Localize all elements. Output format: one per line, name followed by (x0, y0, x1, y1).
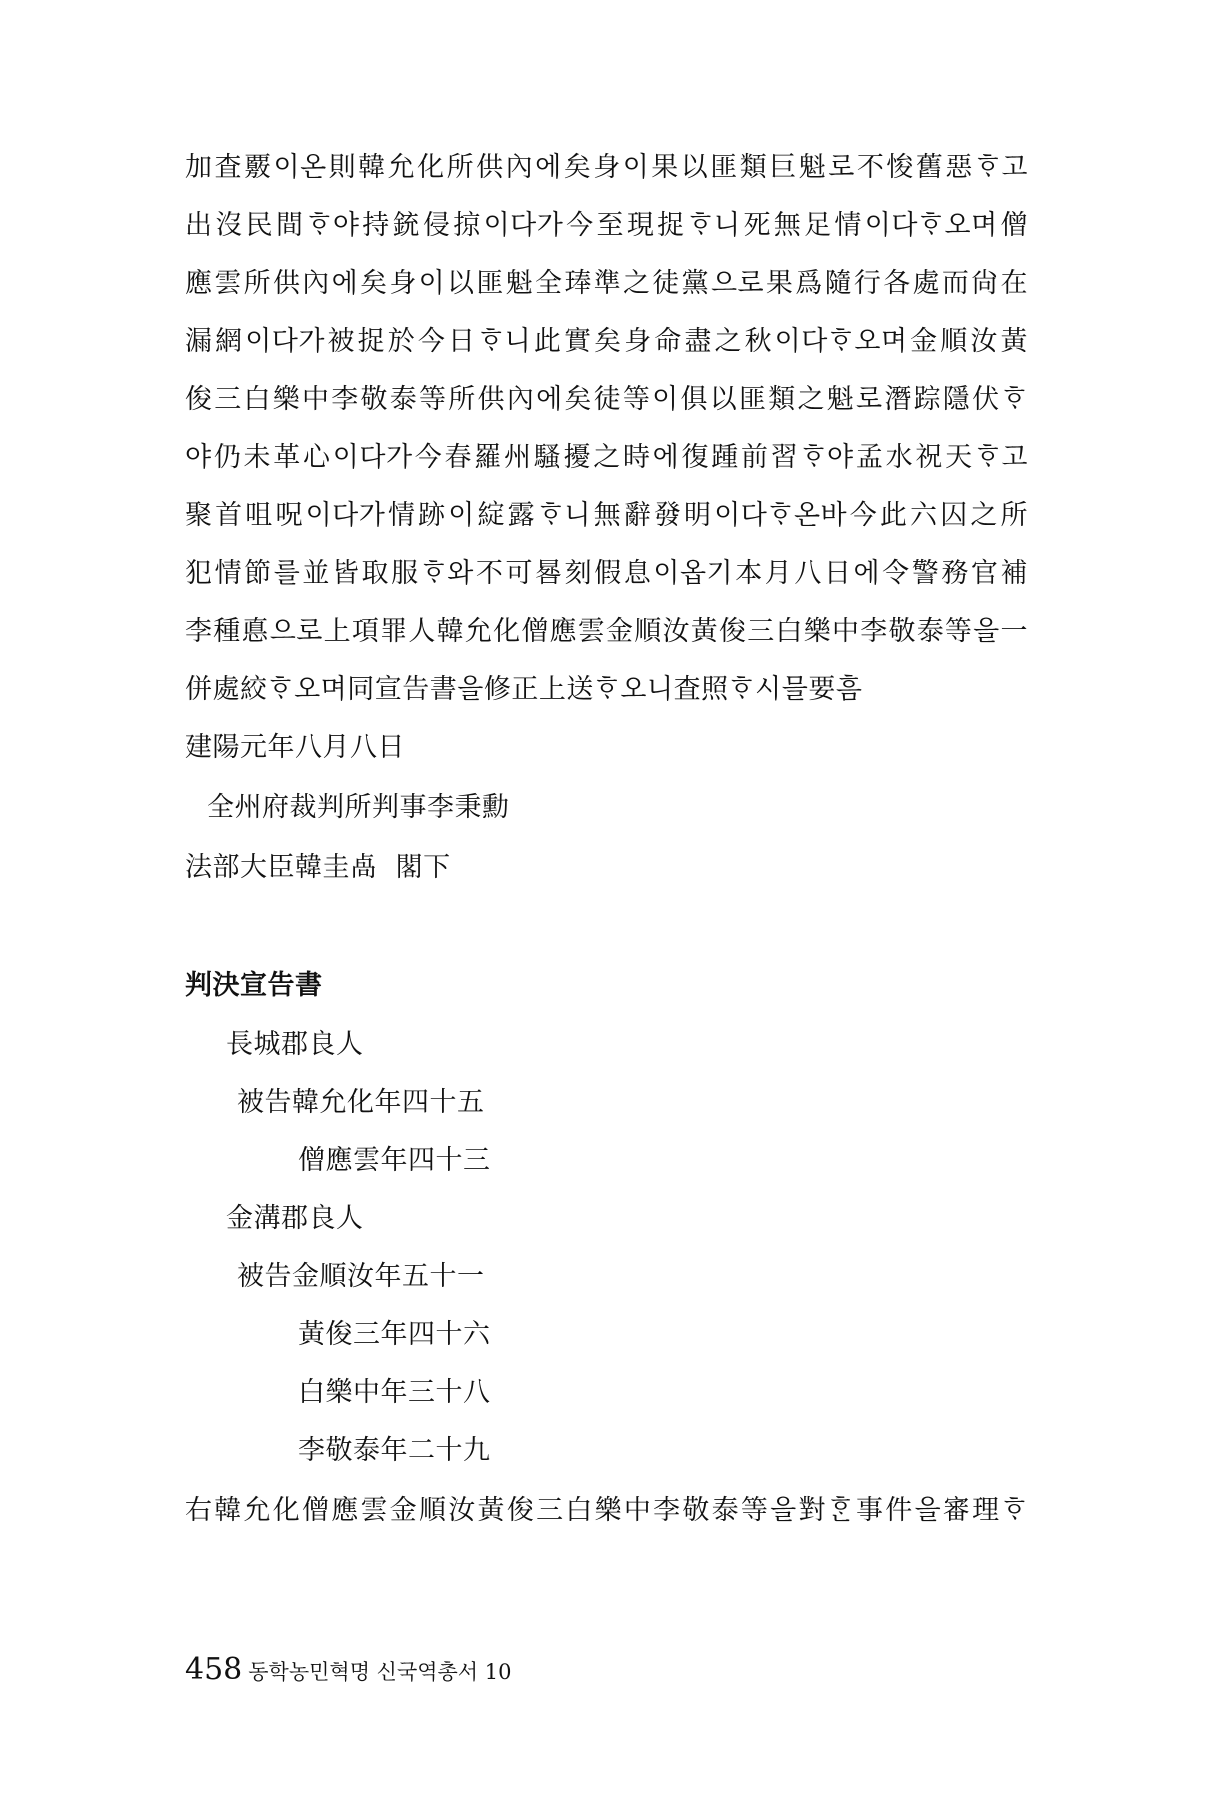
body-line-6: 야仍未革心이다가今春羅州騷擾之時에復踵前習ᄒᆞ야孟水祝天ᄒᆞ고 (185, 442, 1028, 473)
defendant-entry: 僧應雲年四十三 (298, 1145, 491, 1176)
body-line-3: 應雲所供內에矣身이以匪魁全琫準之徒黨으로果爲隨行各處而尙在 (185, 268, 1028, 299)
body-line-9: 李種悳으로上項罪人韓允化僧應雲金順汝黃俊三白樂中李敬泰等을一 (185, 616, 1028, 647)
book-title: 동학농민혁명 신국역총서 10 (248, 1660, 512, 1684)
body-line-4: 漏網이다가被捉於今日ᄒᆞ니此實矣身命盡之秋이다ᄒᆞ오며金順汝黃 (185, 326, 1028, 357)
body-line-1: 加査覈이온則韓允化所供內에矣身이果以匪類巨魁로不悛舊惡ᄒᆞ고 (185, 152, 1028, 183)
body-line-2: 出沒民間ᄒᆞ야持銃侵掠이다가今至現捉ᄒᆞ니死無足情이다ᄒᆞ오며僧 (185, 210, 1028, 241)
recipient-line: 法部大臣韓圭卨 閣下 (185, 852, 451, 883)
body-line-8: 犯情節를並皆取服ᄒᆞ와不可晷刻假息이옵기本月八日에令警務官補 (185, 558, 1028, 589)
defendant-entry: 黃俊三年四十六 (298, 1319, 491, 1350)
defendant-origin-2: 金溝郡良人 (226, 1203, 364, 1234)
page-footer (185, 1652, 511, 1690)
body-line-5: 俊三白樂中李敬泰等所供內에矣徒等이俱以匪類之魁로潛踪隱伏ᄒᆞ (185, 384, 1028, 415)
judgment-heading: 判決宣告書 (185, 970, 323, 1001)
defendant-origin-1: 長城郡良人 (226, 1029, 364, 1060)
body-line-10: 併處絞ᄒᆞ오며同宣告書을修正上送ᄒᆞ오니査照ᄒᆞ시믈要흠 (185, 674, 863, 705)
defendant-entry: 被告金順汝年五十一 (237, 1261, 485, 1292)
closing-line: 右韓允化僧應雲金順汝黃俊三白樂中李敬泰等을對ᄒᆞᆫ事件을審理ᄒᆞ (185, 1495, 1028, 1526)
defendant-entry: 白樂中年三十八 (298, 1377, 491, 1408)
date-line: 建陽元年八月八日 (185, 732, 405, 763)
defendant-entry: 李敬泰年二十九 (298, 1435, 491, 1466)
page-number: 458 (185, 1652, 243, 1687)
sender-line: 全州府裁判所判事李秉勳 (207, 792, 510, 823)
body-line-7: 聚首咀呪이다가情跡이綻露ᄒᆞ니無辭發明이다ᄒᆞ온바今此六囚之所 (185, 500, 1028, 531)
defendant-entry: 被告韓允化年四十五 (237, 1087, 485, 1118)
